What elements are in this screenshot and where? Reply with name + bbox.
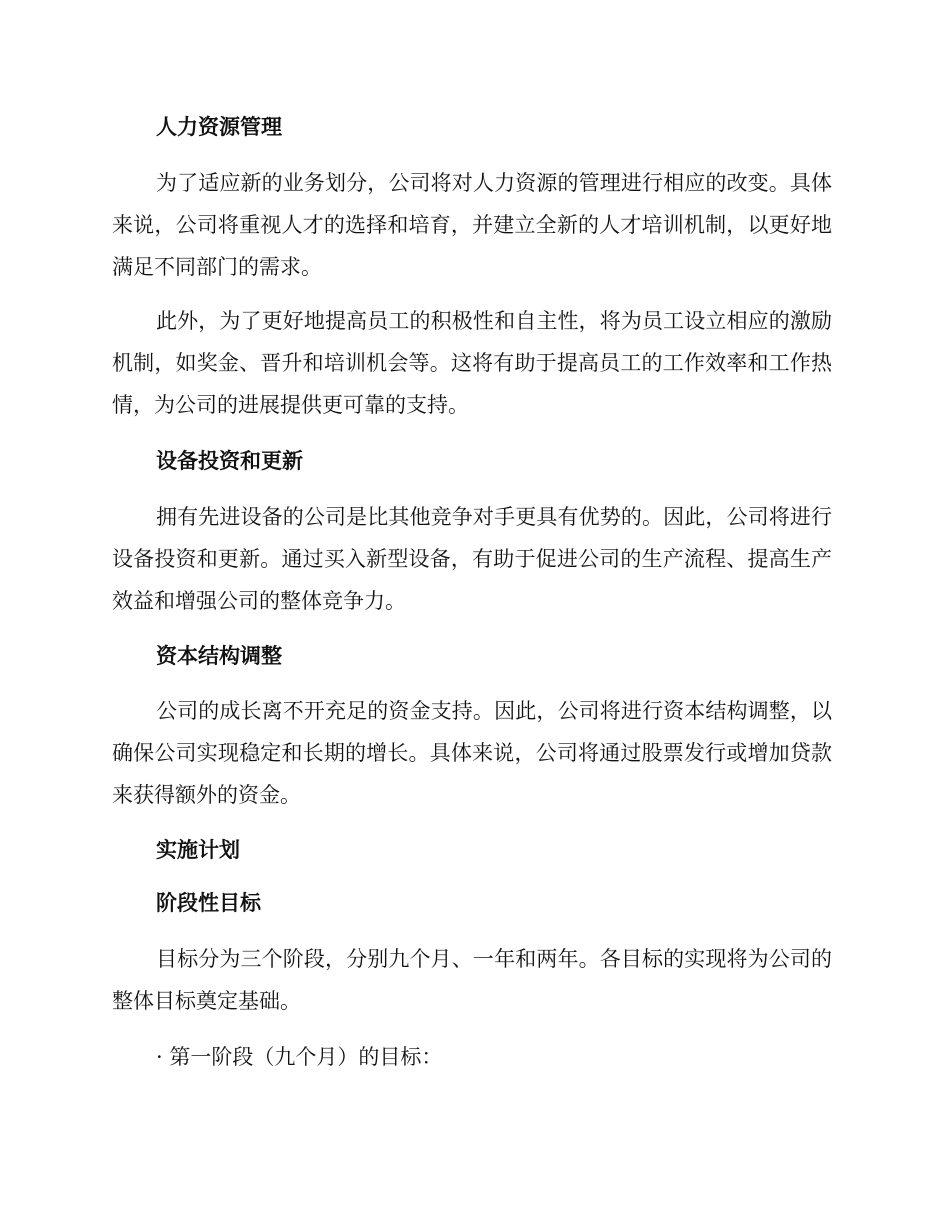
paragraph-milestones-1: 目标分为三个阶段，分别九个月、一年和两年。各目标的实现将为公司的整体目标奠定基础。 [112,947,832,1013]
paragraph-capital-1: 公司的成长离不开充足的资金支持。因此，公司将进行资本结构调整，以确保公司实现稳定和长期的增长。具体来说，公司将通过股票发行或增加贷款来获得额外的资金。 [112,699,832,807]
section-heading-capital: 资本结构调整 [156,643,282,668]
section-heading-plan: 实施计划 [156,837,240,862]
section-heading-equipment: 设备投资和更新 [156,448,303,473]
paragraph-hr-2: 此外，为了更好地提高员工的积极性和自主性，将为员工设立相应的激励机制，如奖金、晋升和培训机会等。这将有助于提高员工的工作效率和工作热情，为公司的进展提供更可靠的支持。 [112,309,832,417]
section-heading-milestones: 阶段性目标 [156,890,261,915]
paragraph-hr-1: 为了适应新的业务划分，公司将对人力资源的管理进行相应的改变。具体来说，公司将重视人才的选择和培育，并建立全新的人才培训机制，以更好地满足不同部门的需求。 [112,171,832,279]
paragraph-equipment-1: 拥有先进设备的公司是比其他竞争对手更具有优势的。因此，公司将进行设备投资和更新。通过买入新型设备，有助于促进公司的生产流程、提高生产效益和增强公司的整体竞争力。 [112,505,832,613]
bullet-item-phase-1: · 第一阶段（九个月）的目标： [156,1045,443,1069]
section-heading-hr: 人力资源管理 [156,114,282,139]
